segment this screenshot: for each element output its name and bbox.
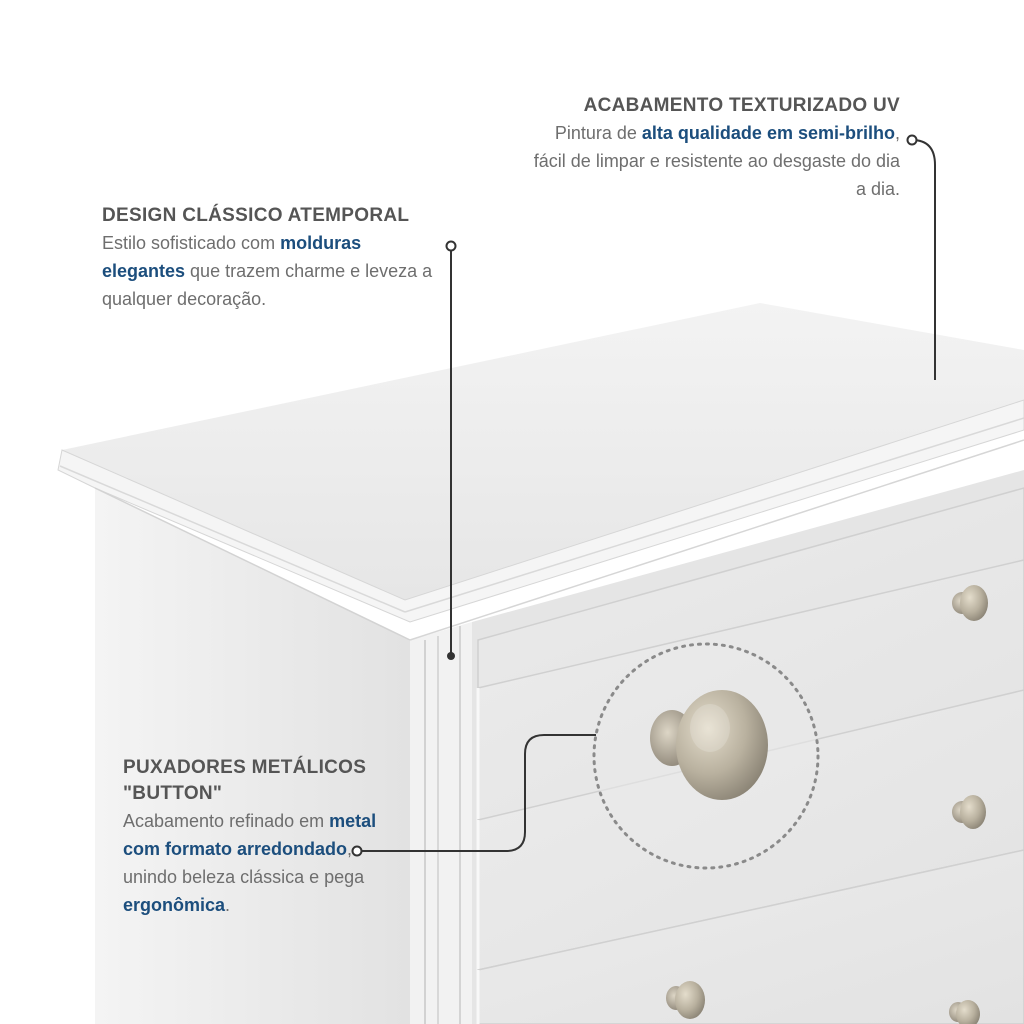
callout-design-text <box>102 229 447 313</box>
puxadores-text-part-1: Acabamento refinado em <box>123 811 330 831</box>
acabamento-highlight: alta qualidade em semi-brilho <box>641 123 895 143</box>
front-corner-molding <box>410 622 472 1024</box>
callout-acabamento-title: ACABAMENTO TEXTURIZADO UV <box>583 95 900 116</box>
puxadores-highlight-2: ergonômica <box>123 895 226 915</box>
puxadores-text-part-2: , unindo beleza clássica e pega <box>123 839 365 887</box>
design-text-part-1: Estilo sofisticado com <box>102 233 281 253</box>
puxadores-highlight-1: metal com formato arredondado <box>123 811 377 859</box>
callout-puxadores-title-line-2: "BUTTON" <box>123 783 223 804</box>
design-highlight: molduras elegantes <box>102 233 362 281</box>
callout-design-classico <box>102 203 447 313</box>
callout-acabamento-uv <box>520 93 900 203</box>
knob-zoom-highlight <box>594 644 818 868</box>
callout-puxadores-title-line-1: PUXADORES METÁLICOS <box>123 757 367 778</box>
acabamento-text-part-1: Pintura de <box>554 123 642 143</box>
knob-bottom-drawer-right <box>949 1000 980 1024</box>
puxadores-text-part-3: . <box>225 895 231 915</box>
acabamento-text-part-2: , fácil de limpar e resistente ao desgaste do dia a dia. <box>533 123 900 199</box>
callout-design-title: DESIGN CLÁSSICO ATEMPORAL <box>102 205 410 226</box>
callout-puxadores-text <box>123 807 391 919</box>
callout-puxadores-metalicos <box>123 755 391 919</box>
callout-acabamento-text <box>520 119 900 203</box>
design-text-part-2: que trazem charme e leveza a qualquer decoração. <box>102 261 433 309</box>
